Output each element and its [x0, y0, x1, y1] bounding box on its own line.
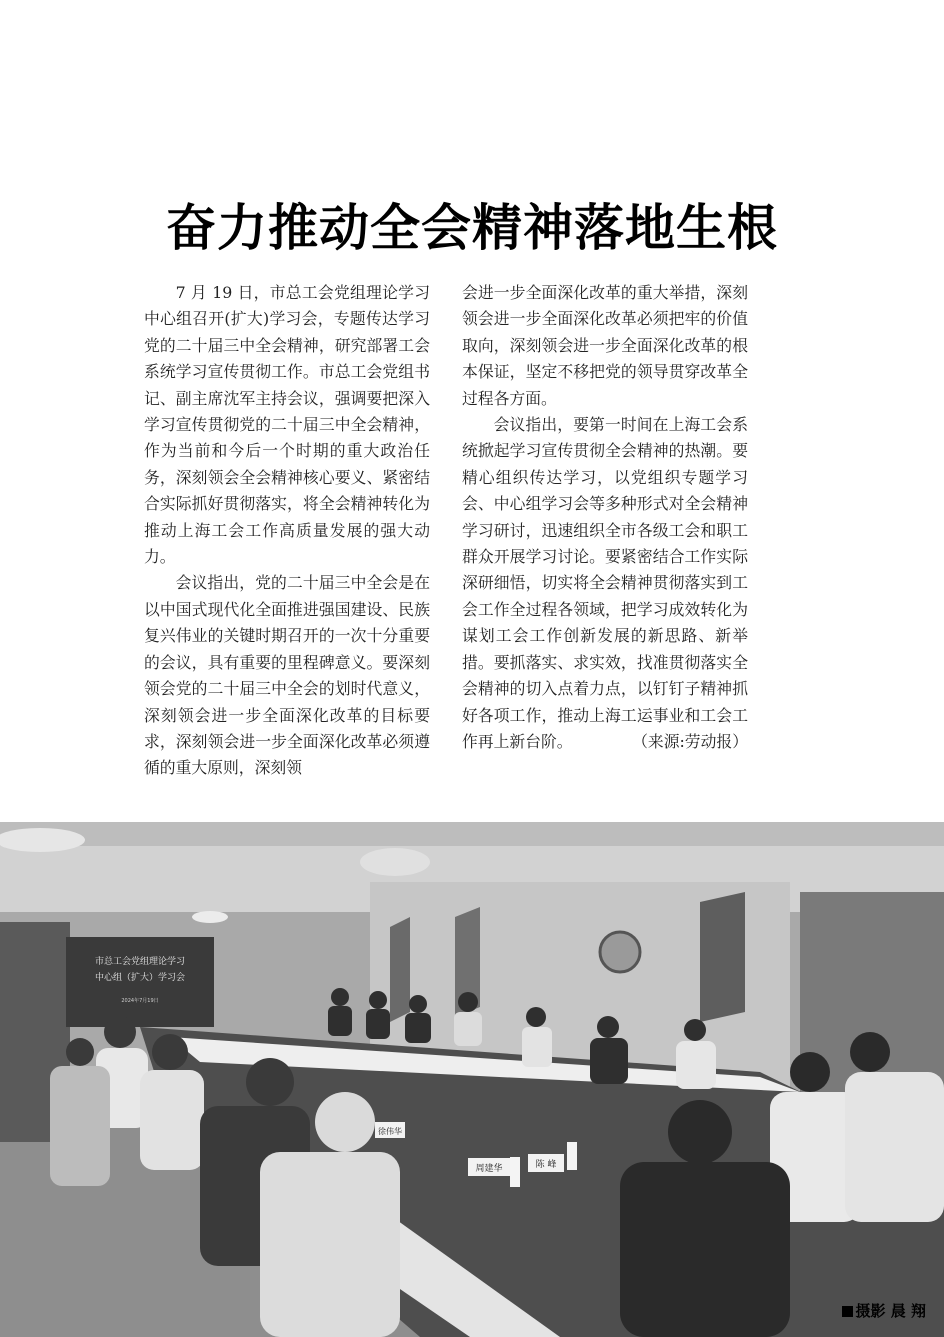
- meeting-photo-illustration: [0, 822, 944, 1337]
- article-source: （来源:劳动报）: [632, 731, 748, 751]
- article-column-left: [144, 280, 430, 782]
- article-column-right: [462, 280, 748, 755]
- paragraph: 会议指出，要第一时间在上海工会系统掀起学习宣传贯彻全会精神的热潮。要精心组织传达学习，以党组织专题学习会、中心组学习会等多种形式对全会精神学习研讨，迅速组织全市各级工会和职工群众开展学习讨论。要紧密结合工作实际深研细悟，切实将全会精神贯彻落实到工会工作全过程各领域，把学习成效转化为谋划工会工作创新发展的新思路、新举措。要抓落实、求实效，找准贯彻落实全会精神的切入点着力点，以钉钉子精神抓好各项工作，推动上海工运事业和工会工作再上新台阶。: [462, 415, 748, 751]
- paragraph: 会进一步全面深化改革的重大举措，深刻领会进一步全面深化改革必须把牢的价值取向，深刻领会进一步全面深化改革的根本保证，坚定不移把党的领导贯穿改革全过程各方面。: [462, 283, 748, 408]
- paragraph: 7 月 19 日，市总工会党组理论学习中心组召开(扩大)学习会，专题传达学习党的二十届三中全会精神，研究部署工会系统学习宣传贯彻工作。市总工会党组书记、副主席沈军主持会议，强调要把深入学习宣传贯彻党的二十届三中全会精神，作为当前和今后一个时期的重大政治任务，深刻领会全会精神核心要义、紧密结合实际抓好贯彻落实，将全会精神转化为推动上海工会工作高质量发展的强大动力。: [144, 283, 430, 567]
- paragraph: 会议指出，党的二十届三中全会是在以中国式现代化全面推进强国建设、民族复兴伟业的关键时期召开的一次十分重要的会议，具有重要的里程碑意义。要深刻领会党的二十届三中全会的划时代意义，深刻领会进一步全面深化改革的目标要求，深刻领会进一步全面深化改革必须遵循的重大原则，深刻领: [144, 573, 430, 778]
- photo-caption-text: 摄影 晨 翔: [855, 1302, 926, 1320]
- nameplate: 陈 峰: [535, 1160, 557, 1170]
- article-title: 奋力推动全会精神落地生根: [166, 199, 778, 257]
- screen-text: 市总工会党组理论学习: [94, 957, 186, 967]
- nameplate: 周建华: [475, 1164, 503, 1174]
- screen-text: 中心组（扩大）学习会: [94, 973, 186, 983]
- square-icon: [842, 1306, 853, 1317]
- photo-caption: [842, 1300, 926, 1321]
- nameplate: 徐伟华: [378, 1127, 402, 1136]
- meeting-photo: [0, 822, 944, 1337]
- screen-date: 2024年7月19日: [121, 998, 159, 1004]
